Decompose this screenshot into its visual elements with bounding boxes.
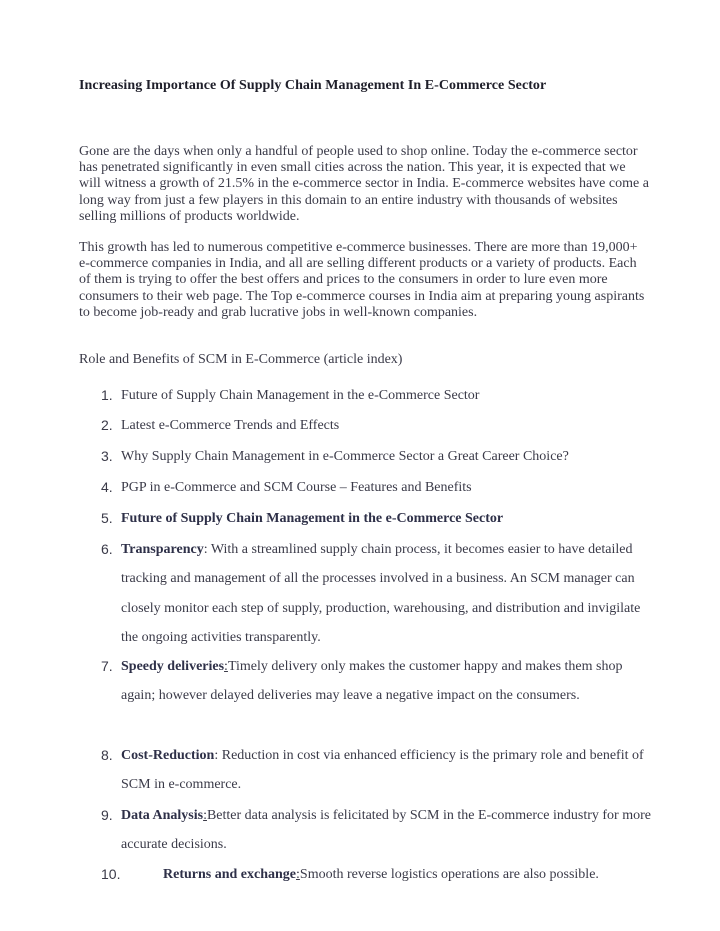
- list-item: [79, 652, 659, 711]
- list-text: Better data analysis is felicitated by SCM in the E-commerce industry for more accurate decisions.: [121, 808, 651, 853]
- list-item: [79, 504, 659, 533]
- list-item: [79, 860, 659, 889]
- list-lead: Data Analysis: [121, 808, 204, 823]
- list-text: Timely delivery only makes the customer happy and makes them shop again; however delayed deliveries may leave a negative impact on the consumers.: [121, 659, 623, 704]
- list-number: 3.: [101, 448, 113, 464]
- list-item: [79, 535, 659, 652]
- list-separator: :: [296, 867, 300, 882]
- list-separator: :: [203, 542, 208, 557]
- list-number: 9.: [101, 807, 113, 823]
- list-text: PGP in e-Commerce and SCM Course – Features and Benefits: [121, 480, 472, 495]
- article-index-heading: Role and Benefits of SCM in E-Commerce (article index): [79, 352, 403, 367]
- list-heading: Future of Supply Chain Management in the e-Commerce Sector: [121, 511, 504, 526]
- list-separator: :: [214, 748, 219, 763]
- list-number: 4.: [101, 479, 113, 495]
- list-number: 5.: [101, 510, 113, 526]
- list-item: [79, 741, 659, 800]
- list-text: Why Supply Chain Management in e-Commerce Sector a Great Career Choice?: [121, 449, 569, 464]
- list-text: Future of Supply Chain Management in the e-Commerce Sector: [121, 388, 480, 403]
- list-separator: :: [224, 659, 228, 674]
- list-text: Smooth reverse logistics operations are also possible.: [299, 867, 599, 882]
- list-number: 2.: [101, 417, 113, 433]
- list-item: [79, 473, 659, 502]
- list-item: [79, 381, 659, 410]
- list-lead: Cost-Reduction: [121, 748, 215, 763]
- list-item: [79, 411, 659, 440]
- paragraph: Gone are the days when only a handful of people used to shop online. Today the e-commerce sector has penetrated significantly in even small cities across the nation. This year, it is expected that we will witness a growth of 21.5% in the e-commerce sector in India. E-commerce websites have come a long way from just a few players in this domain to an entire industry with thousands of websites selling millions of products worldwide.: [79, 144, 649, 224]
- list-number: 7.: [101, 658, 113, 674]
- paragraph: This growth has led to numerous competitive e-commerce businesses. There are more than 19,000+ e-commerce companies in India, and all are selling different products or a variety of products. Each of them is trying to offer the best offers and prices to the consumers in order to lure even more consumers to their web page. The Top e-commerce courses in India aim at preparing young aspirants to become job-ready and grab lucrative jobs in well-known companies.: [79, 240, 645, 320]
- list-lead: Returns and exchange: [163, 867, 297, 882]
- list-item: [79, 442, 659, 471]
- list-text: Reduction in cost via enhanced efficiency is the primary role and benefit of SCM in e-commerce.: [121, 748, 644, 793]
- list-number: 6.: [101, 541, 113, 557]
- list-lead: Speedy deliveries: [121, 659, 225, 674]
- list-item: [79, 801, 659, 860]
- list-number: 1.: [101, 387, 113, 403]
- list-number: 10.: [101, 866, 121, 882]
- list-lead: Transparency: [121, 542, 204, 557]
- list-separator: :: [203, 808, 207, 823]
- document-title: Increasing Importance Of Supply Chain Management In E-Commerce Sector: [79, 78, 547, 93]
- list-text: With a streamlined supply chain process, it becomes easier to have detailed tracking and management of all the processes involved in a business. An SCM manager can closely monitor each step of supply, production, warehousing, and distribution and invigilate the ongoing activities transparently.: [121, 542, 641, 645]
- list-text: Latest e-Commerce Trends and Effects: [121, 418, 340, 433]
- list-number: 8.: [101, 747, 113, 763]
